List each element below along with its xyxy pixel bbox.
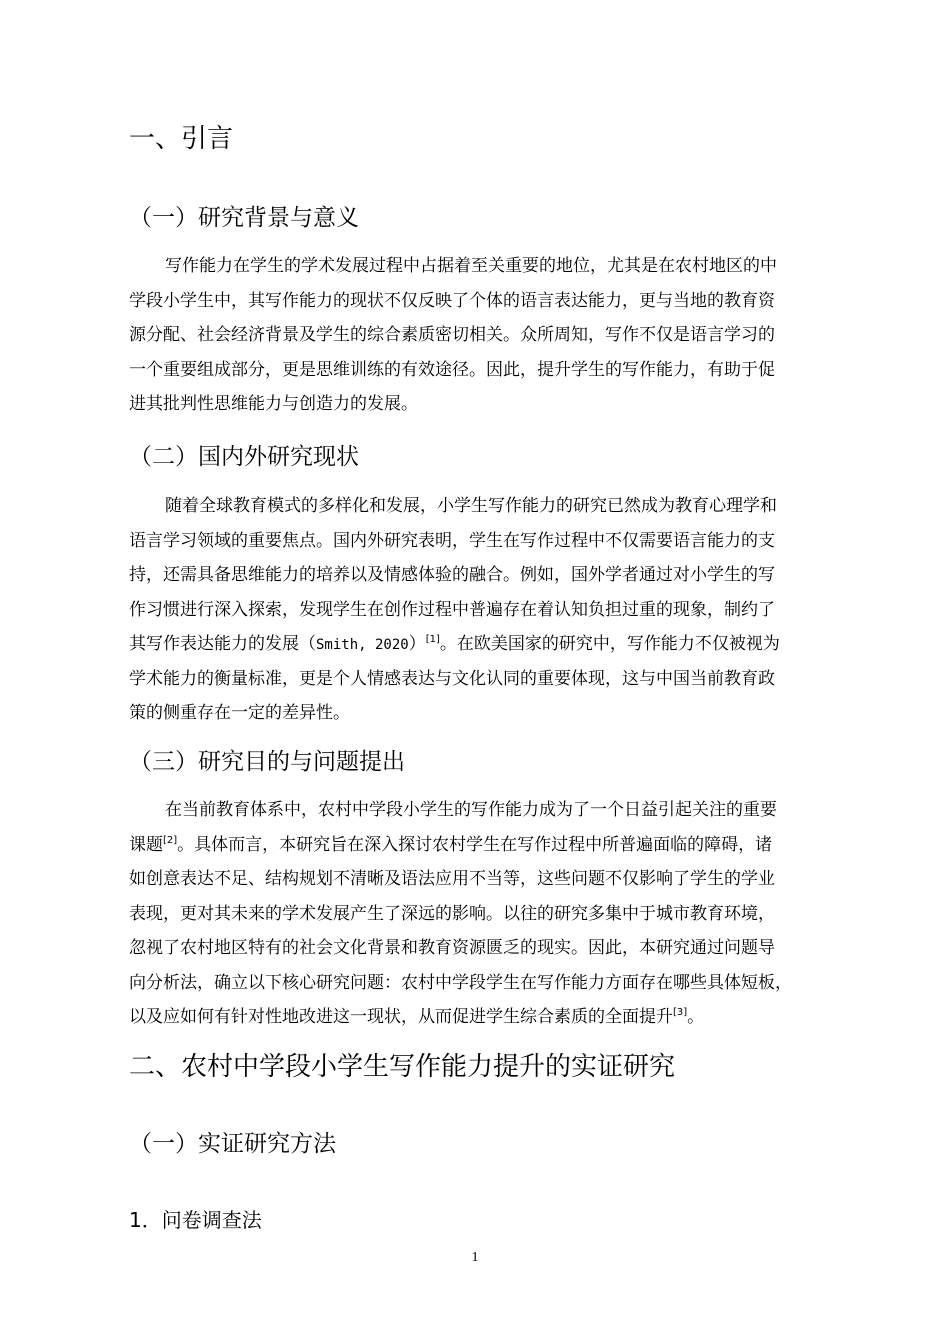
paragraph-line [129, 1000, 859, 1035]
page-number: 1 [471, 1250, 479, 1265]
paragraph-line: 进其批判性思维能力与创造力的发展。 [129, 394, 418, 414]
paragraph-line: 表现，更对其未来的学术发展产生了深远的影响。以往的研究多集中于城市教育环境， [129, 903, 775, 924]
heading-status: （二）国内外研究现状 [129, 444, 359, 470]
citation-line [129, 828, 772, 863]
citation-line [129, 1000, 704, 1035]
paragraph-line: 如创意表达不足、结构规划不清晰及语法应用不当等，这些问题不仅影响了学生的学业 [129, 869, 775, 889]
heading-section-2: 二、农村中学段小学生写作能力提升的实证研究 [129, 1052, 676, 1082]
paragraph-line: 随着全球教育模式的多样化和发展，小学生写作能力的研究已然成为教育心理学和 [165, 496, 777, 516]
citation-line [129, 627, 780, 662]
text-span: 以及应如何有针对性地改进这一现状，从而促进学生综合素质的全面提升 [129, 1007, 673, 1027]
citation-text: Smith, 2020 [316, 637, 409, 653]
reference-marker[interactable]: [2] [163, 834, 178, 846]
reference-marker[interactable]: [1] [425, 634, 440, 645]
paragraph-line: 源分配、社会经济背景及学生的综合素质密切相关。众所周知，写作不仅是语言学习的 [129, 325, 775, 345]
paragraph-line: 在当前教育体系中，农村中学段小学生的写作能力成为了一个日益引起关注的重要 [165, 800, 777, 820]
paragraph-status [129, 489, 859, 731]
paragraph-purpose [129, 793, 859, 1035]
paragraph-line [129, 828, 859, 863]
paragraph-line: 持，还需具备思维能力的培养以及情感体验的融合。例如，国外学者通过对小学生的写 [129, 565, 775, 585]
paragraph-line: 一个重要组成部分，更是思维训练的有效途径。因此，提升学生的写作能力，有助于促 [129, 359, 775, 380]
text-span: 。具体而言，本研究旨在深入探讨农村学生在写作过程中所普遍面临的障碍，诸 [177, 834, 773, 855]
heading-method: （一）实证研究方法 [129, 1131, 336, 1157]
paragraph-line: 学段小学生中，其写作能力的现状不仅反映了个体的语言表达能力，更与当地的教育资 [129, 290, 775, 311]
heading-intro: 一、引言 [129, 124, 234, 154]
text-span: 。 [687, 1007, 705, 1027]
reference-marker[interactable]: [3] [673, 1007, 688, 1018]
text-span: 课题 [129, 834, 163, 855]
text-span: 其写作表达能力的发展（ [129, 634, 316, 654]
paragraph-line: 忽视了农村地区特有的社会文化背景和教育资源匮乏的现实。因此，本研究通过问题导 [129, 938, 775, 958]
paragraph-line: 写作能力在学生的学术发展过程中占据着至关重要的地位，尤其是在农村地区的中 [165, 256, 777, 276]
paragraph-line: 向分析法，确立以下核心研究问题：农村中学段学生在写作能力方面存在哪些具体短板， [129, 972, 792, 993]
heading-survey: 1．问卷调查法 [129, 1208, 262, 1232]
heading-background: （一）研究背景与意义 [129, 205, 359, 231]
paragraph-background [129, 249, 859, 422]
paragraph-line [129, 627, 859, 662]
paragraph-line: 作习惯进行深入探索，发现学生在创作过程中普遍存在着认知负担过重的现象，制约了 [129, 599, 775, 620]
text-span: 。在欧美国家的研究中，写作能力不仅被视为 [439, 634, 780, 654]
paragraph-line: 学术能力的衡量标准，更是个人情感表达与文化认同的重要体现，这与中国当前教育政 [129, 668, 775, 689]
text-span: ） [408, 634, 426, 654]
heading-purpose: （三）研究目的与问题提出 [129, 749, 405, 775]
paragraph-line: 语言学习领域的重要焦点。国内外研究表明，学生在写作过程中不仅需要语言能力的支 [129, 530, 775, 551]
paragraph-line: 策的侧重存在一定的差异性。 [129, 703, 350, 723]
